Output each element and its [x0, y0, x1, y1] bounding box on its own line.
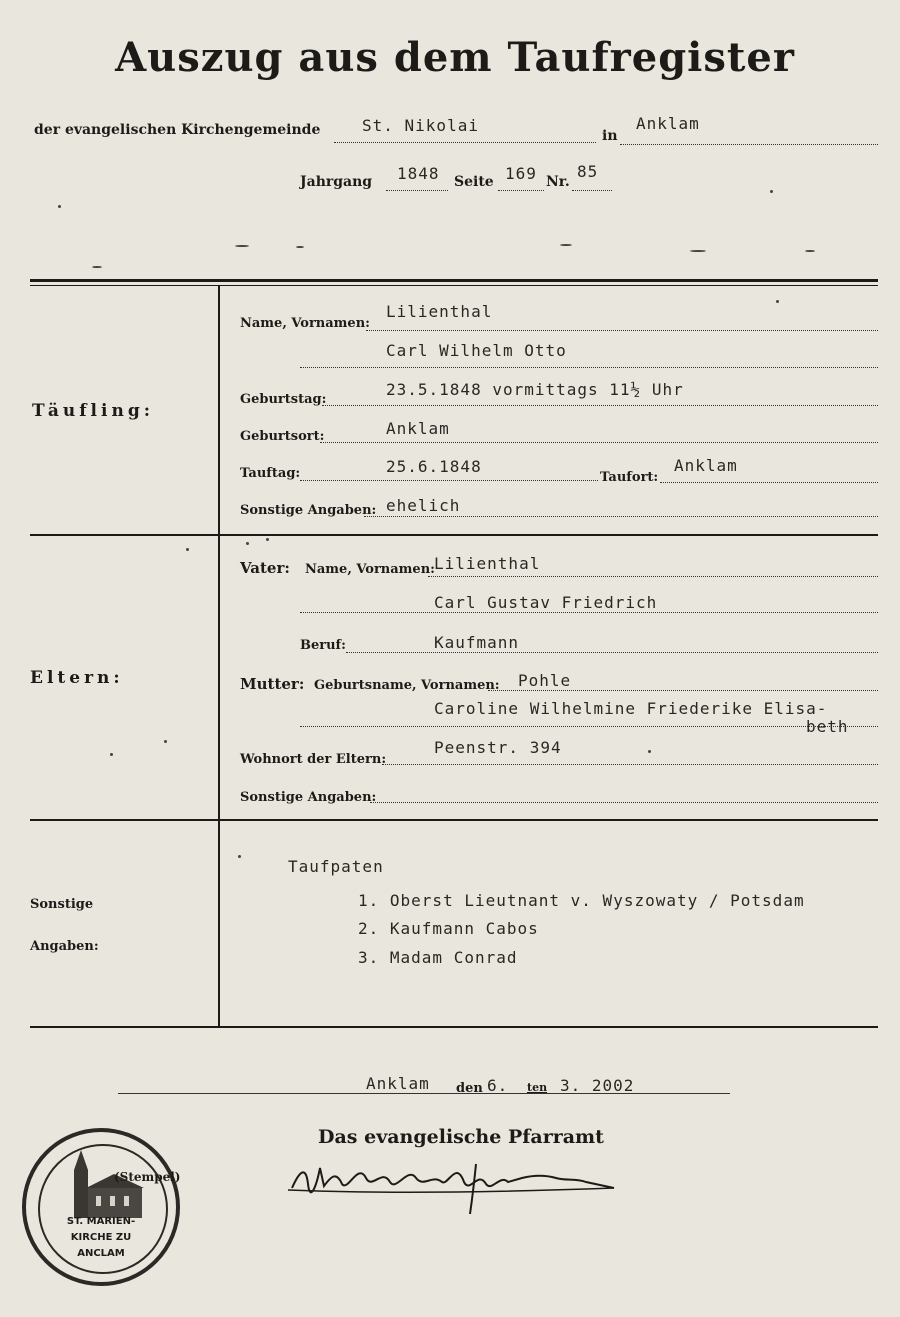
geburtsort-value: Anklam	[386, 419, 450, 438]
tauftag-value: 25.6.1848	[386, 457, 482, 476]
taeufling-given-names: Carl Wilhelm Otto	[386, 341, 567, 360]
stamp-label: (Stempel)	[114, 1170, 181, 1184]
geburtsort-line	[320, 442, 878, 443]
beruf-value: Kaufmann	[434, 633, 520, 652]
vater-label: Vater:	[240, 559, 290, 577]
geburtstag-label: Geburtstag:	[240, 392, 327, 407]
beruf-line	[346, 652, 878, 653]
taeufling-sonstige-label: Sonstige Angaben:	[240, 503, 377, 518]
gemeinde-dotted-line	[334, 142, 596, 143]
seite-label: Seite	[454, 174, 494, 190]
taufpaten-item-3: 3. Madam Conrad	[358, 948, 518, 967]
church-stamp	[22, 1128, 180, 1286]
vater-surname: Lilienthal	[434, 554, 541, 573]
table-bottom-border	[30, 1026, 878, 1028]
eltern-sonstige-line	[370, 802, 878, 803]
mutter-surname: Pohle	[518, 671, 572, 690]
seite-dotted-line	[498, 190, 544, 191]
taeufling-name-label: Name, Vornamen:	[240, 316, 370, 331]
vater-given-line	[300, 612, 878, 613]
mutter-surname-line	[488, 690, 878, 691]
document-title: Auszug aus dem Taufregister	[115, 34, 795, 81]
geburtsort-label: Geburtsort:	[240, 429, 325, 444]
wohnort-value: Peenstr. 394	[434, 738, 562, 757]
mutter-name-label: Geburtsname, Vornamen:	[314, 678, 500, 693]
gemeinde-label: der evangelischen Kirchengemeinde	[34, 122, 321, 138]
footer-place: Anklam	[366, 1074, 430, 1093]
table-column-divider	[218, 286, 220, 1028]
nr-value: 85	[577, 162, 599, 181]
nr-dotted-line	[572, 190, 612, 191]
geburtstag-value: 23.5.1848 vormittags 11½ Uhr	[386, 380, 684, 399]
mutter-given: Caroline Wilhelmine Friederike Elisa-	[434, 699, 828, 718]
taufpaten-item-2: 2. Kaufmann Cabos	[358, 919, 539, 938]
taeufling-sonstige-line	[364, 516, 878, 517]
jahrgang-dotted-line	[386, 190, 448, 191]
stamp-text-line-2: KIRCHE ZU	[70, 1232, 132, 1243]
sonstige-section-label-1: Sonstige	[30, 897, 94, 912]
tauftag-label: Tauftag:	[240, 466, 301, 481]
stamp-text-line-3: ANCLAM	[77, 1248, 125, 1259]
mutter-given-line	[300, 726, 878, 727]
beruf-label: Beruf:	[300, 638, 346, 653]
jahrgang-label: Jahrgang	[300, 174, 373, 190]
pastor-signature	[286, 1148, 616, 1220]
date-line	[118, 1093, 730, 1094]
sonstige-section-label-2: Angaben:	[30, 939, 99, 954]
eltern-section-label: Eltern:	[30, 668, 124, 688]
footer-day: 6.	[487, 1076, 509, 1095]
wohnort-line	[382, 764, 878, 765]
footer-date-rest: 3. 2002	[560, 1076, 635, 1095]
mutter-label: Mutter:	[240, 675, 305, 693]
ten-label: ten	[527, 1081, 548, 1094]
mutter-given-continued: beth	[806, 717, 849, 736]
taeufling-given-line	[300, 367, 878, 368]
taufort-value: Anklam	[674, 456, 738, 475]
gemeinde-value: St. Nikolai	[362, 116, 479, 135]
section-divider-1	[30, 534, 878, 536]
taeufling-sonstige-value: ehelich	[386, 496, 461, 515]
stamp-text-line-1: ST. MARIEN-	[66, 1216, 136, 1227]
taufort-line	[660, 482, 878, 483]
ort-dotted-line	[620, 144, 878, 145]
table-top-border-thin	[30, 285, 878, 286]
jahrgang-value: 1848	[397, 164, 440, 183]
geburtstag-line	[322, 405, 878, 406]
tauftag-line	[300, 480, 598, 481]
vater-surname-line	[428, 576, 878, 577]
taufort-label: Taufort:	[600, 470, 659, 485]
seite-value: 169	[505, 164, 537, 183]
nr-label: Nr.	[546, 174, 570, 190]
taeufling-surname: Lilienthal	[386, 302, 493, 321]
vater-name-label: Name, Vornamen:	[305, 562, 435, 577]
den-label: den	[456, 1081, 483, 1096]
taeufling-surname-line	[366, 330, 878, 331]
taeufling-section-label: Täufling:	[32, 401, 154, 421]
ort-value: Anklam	[636, 114, 700, 133]
wohnort-label: Wohnort der Eltern:	[240, 752, 387, 767]
vater-given: Carl Gustav Friedrich	[434, 593, 658, 612]
section-divider-2	[30, 819, 878, 821]
table-top-border	[30, 279, 878, 282]
taufpaten-heading: Taufpaten	[288, 857, 384, 876]
pfarramt-label: Das evangelische Pfarramt	[318, 1126, 604, 1148]
eltern-sonstige-label: Sonstige Angaben:	[240, 790, 377, 805]
in-label: in	[602, 128, 618, 144]
taufpaten-item-1: 1. Oberst Lieutnant v. Wyszowaty / Potsdam	[358, 891, 805, 910]
